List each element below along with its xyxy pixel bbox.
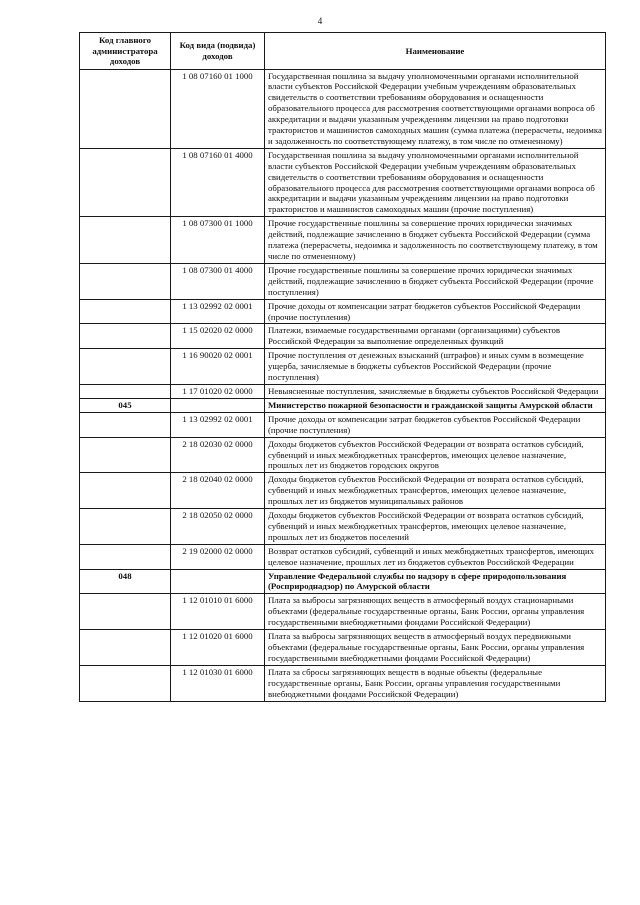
- admin-code-cell: [80, 544, 171, 569]
- header-admin-code: Код главного администратора доходов: [80, 33, 171, 70]
- table-row: [80, 217, 606, 264]
- name-cell: Прочие поступления от денежных взысканий (штрафов) и иных сумм в возмещение ущерба, зачисляемые в бюджеты субъектов Российской Федерации (прочие поступления): [265, 349, 606, 385]
- table-row: [80, 630, 606, 666]
- org-header-row: [80, 569, 606, 594]
- income-codes-table: [79, 32, 606, 702]
- income-code-cell: 1 12 01020 01 6000: [171, 630, 265, 666]
- income-code-cell: 1 12 01030 01 6000: [171, 665, 265, 701]
- page-number: 4: [317, 16, 323, 26]
- table-row: [80, 594, 606, 630]
- income-code-cell: 1 15 02020 02 0000: [171, 324, 265, 349]
- table-row: [80, 299, 606, 324]
- name-cell: Государственная пошлина за выдачу уполномоченными органами исполнительной власти субъектов Российской Федерации учебным учреждениям образовательных свидетельств о соответствии требованиям оборудования и оснащенности образовательного процесса для рассмотрения соответствующими органами вопроса об аккредитации и выдачи указанным учреждениям лицензии на право подготовки трактористов и машинистов самоходных машин (сумма платежа (перерасчеты, недоимка и задолженность по соответствующему платежу, в том числе по отмененному): [265, 69, 606, 148]
- name-cell: Плата за сбросы загрязняющих веществ в водные объекты (федеральные государственные органы, Банк России, органы управления государственными внебюджетными фондами Российской Федерации): [265, 665, 606, 701]
- income-code-cell: 1 08 07160 01 1000: [171, 69, 265, 148]
- table-body: [80, 69, 606, 701]
- table-row: [80, 665, 606, 701]
- admin-code-cell: 048: [80, 569, 171, 594]
- org-header-row: [80, 398, 606, 412]
- name-cell: Прочие доходы от компенсации затрат бюджетов субъектов Российской Федерации (прочие поступления): [265, 299, 606, 324]
- admin-code-cell: [80, 665, 171, 701]
- admin-code-cell: [80, 148, 171, 216]
- name-cell: Плата за выбросы загрязняющих веществ в атмосферный воздух передвижными объектами (федеральные государственные органы, Банк России, органы управления государственными внебюджетными фондами Российской Федерации): [265, 630, 606, 666]
- table-row: [80, 412, 606, 437]
- admin-code-cell: [80, 299, 171, 324]
- table-row: [80, 437, 606, 473]
- name-cell: Прочие государственные пошлины за совершение прочих юридически значимых действий, подлежащие зачислению в бюджет субъекта Российской Федерации (прочие поступления): [265, 263, 606, 299]
- table-row: [80, 263, 606, 299]
- admin-code-cell: [80, 217, 171, 264]
- income-code-cell: 1 08 07300 01 1000: [171, 217, 265, 264]
- name-cell: Доходы бюджетов субъектов Российской Федерации от возврата остатков субсидий, субвенций и иных межбюджетных трансфертов, имеющих целевое назначение, прошлых лет из бюджетов муниципальных районов: [265, 473, 606, 509]
- table-row: [80, 473, 606, 509]
- income-code-cell: [171, 398, 265, 412]
- admin-code-cell: [80, 630, 171, 666]
- header-name: Наименование: [265, 33, 606, 70]
- name-cell: Доходы бюджетов субъектов Российской Федерации от возврата остатков субсидий, субвенций и иных межбюджетных трансфертов, имеющих целевое назначение, прошлых лет из бюджетов поселений: [265, 509, 606, 545]
- income-code-cell: [171, 569, 265, 594]
- admin-code-cell: [80, 263, 171, 299]
- table-row: [80, 148, 606, 216]
- name-cell: Прочие доходы от компенсации затрат бюджетов субъектов Российской Федерации (прочие поступления): [265, 412, 606, 437]
- income-code-cell: 1 13 02992 02 0001: [171, 299, 265, 324]
- name-cell: Прочие государственные пошлины за совершение прочих юридически значимых действий, подлежащие зачислению в бюджет субъекта Российской Федерации (сумма платежа (перерасчеты, недоимка и задолженность по соответствующему платежу, в том числе по отмененному): [265, 217, 606, 264]
- income-code-cell: 1 16 90020 02 0001: [171, 349, 265, 385]
- admin-code-cell: [80, 509, 171, 545]
- income-code-cell: 1 12 01010 01 6000: [171, 594, 265, 630]
- income-code-cell: 1 17 01020 02 0000: [171, 384, 265, 398]
- admin-code-cell: [80, 473, 171, 509]
- name-cell: Плата за выбросы загрязняющих веществ в атмосферный воздух стационарными объектами (федеральные государственные органы, Банк России, органы управления государственными внебюджетными фондами Российской Федерации): [265, 594, 606, 630]
- org-name-cell: Министерство пожарной безопасности и гражданской защиты Амурской области: [265, 398, 606, 412]
- table-row: [80, 509, 606, 545]
- income-code-cell: 2 18 02050 02 0000: [171, 509, 265, 545]
- admin-code-cell: [80, 69, 171, 148]
- table-row: [80, 544, 606, 569]
- name-cell: Государственная пошлина за выдачу уполномоченными органами исполнительной власти субъектов Российской Федерации учебным учреждениям образовательных свидетельств о соответствии требованиям оборудования и оснащенности образовательного процесса для рассмотрения соответствующими органами вопроса об аккредитации и выдачи указанным учреждениям лицензии на право подготовки трактористов и машинистов самоходных машин (прочие поступления): [265, 148, 606, 216]
- name-cell: Доходы бюджетов субъектов Российской Федерации от возврата остатков субсидий, субвенций и иных межбюджетных трансфертов, имеющих целевое назначение, прошлых лет из бюджетов городских округов: [265, 437, 606, 473]
- table-header-row: [80, 33, 606, 70]
- org-name-cell: Управление Федеральной службы по надзору в сфере природопользования (Росприроднадзор) по Амурской области: [265, 569, 606, 594]
- table-row: [80, 349, 606, 385]
- admin-code-cell: 045: [80, 398, 171, 412]
- table-row: [80, 69, 606, 148]
- income-code-cell: 1 13 02992 02 0001: [171, 412, 265, 437]
- income-code-cell: 1 08 07160 01 4000: [171, 148, 265, 216]
- income-code-cell: 2 18 02040 02 0000: [171, 473, 265, 509]
- admin-code-cell: [80, 594, 171, 630]
- admin-code-cell: [80, 349, 171, 385]
- admin-code-cell: [80, 437, 171, 473]
- table-row: [80, 384, 606, 398]
- header-income-code: Код вида (подвида) доходов: [171, 33, 265, 70]
- income-code-cell: 2 18 02030 02 0000: [171, 437, 265, 473]
- admin-code-cell: [80, 324, 171, 349]
- name-cell: Возврат остатков субсидий, субвенций и иных межбюджетных трансфертов, имеющих целевое назначение, прошлых лет из бюджетов субъектов Российской Федерации: [265, 544, 606, 569]
- income-code-cell: 2 19 02000 02 0000: [171, 544, 265, 569]
- table-row: [80, 324, 606, 349]
- admin-code-cell: [80, 384, 171, 398]
- admin-code-cell: [80, 412, 171, 437]
- income-code-cell: 1 08 07300 01 4000: [171, 263, 265, 299]
- name-cell: Невыясненные поступления, зачисляемые в бюджеты субъектов Российской Федерации: [265, 384, 606, 398]
- name-cell: Платежи, взимаемые государственными органами (организациями) субъектов Российской Федерации за выполнение определенных функций: [265, 324, 606, 349]
